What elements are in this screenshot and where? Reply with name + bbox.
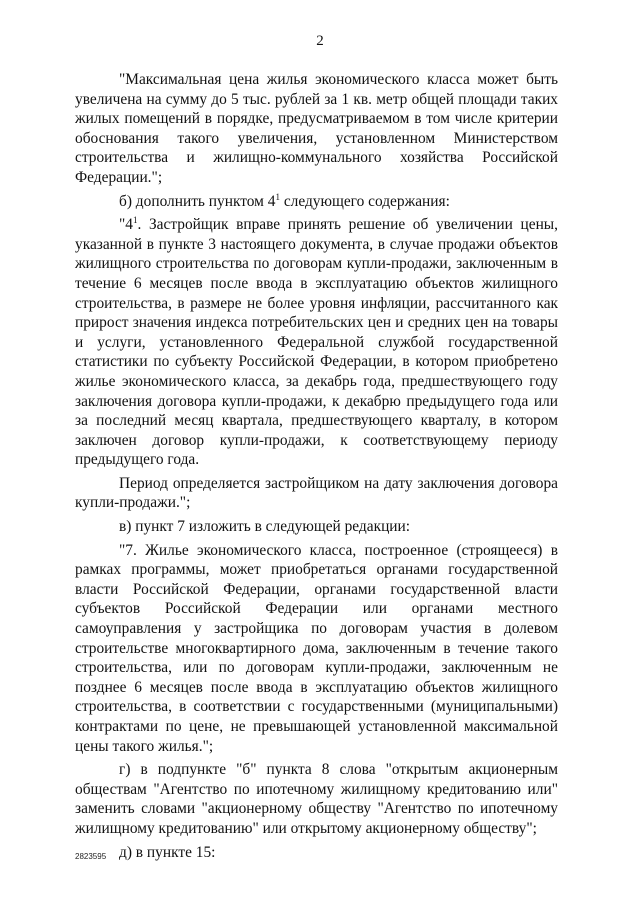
paragraph-item-v: в) пункт 7 изложить в следующей редакции: [119, 518, 411, 536]
paragraph-point-7: "7. Жилье экономического класса, построенное (строящееся) в рамках программы, может приобретаться органами государственной власти Российской Федерации, органами государственной власти субъектов Российской Федерации или органами местного самоуправления у застройщика по договорам участия в долевом строительстве многоквартирного дома, заключенным в течение такого строительства, или по договорам купли-продажи, заключенным не позднее 6 месяцев после ввода в эксплуатацию объектов жилищного строительства, в соответствии с государственными (муниципальными) контрактами по цене, не превышающей установленной максимальной цены такого жилья."; [75, 541, 558, 755]
paragraph-max-price: "Максимальная цена жилья экономического класса может быть увеличена на сумму до 5 тыс. рублей за 1 кв. метр общей площади таких жилых помещений в порядке, предусматриваемом в том числе критерии обоснования такого увеличения, установленном Министерством строительства и жилищно-коммунального хозяйства Российской Федерации."; [75, 71, 558, 186]
paragraph-point-4-1 [75, 215, 558, 470]
paragraph-point-4-1-number: "4 [119, 216, 133, 234]
paragraph-item-b [75, 192, 558, 212]
paragraph-point-4-1-text: . Застройщик вправе принять решение об увеличении цены, указанной в пункте 3 настоящего документа, в случае продажи объектов жилищного строительства по договорам купли-продажи, заключенным в течение 6 месяцев после ввода в эксплуатацию объектов жилищного строительства, в размере не более уровня инфляции, рассчитанного как прирост значения индекса потребительских цен и средних цен на товары и услуги, установленного Федеральной службой государственной статистики по субъекту Российской Федерации, в котором приобретено жилье экономического класса, за декабрь года, предшествующего году заключения договора купли-продажи, к декабрю предыдущего года или за последний месяц квартала, предшествующего кварталу, в котором заключен договор купли-продажи, к соответствующему периоду предыдущего года. [75, 216, 558, 469]
paragraph-item-g: г) в подпункте "б" пункта 8 слова "открытым акционерным обществам "Агентство по ипотечному жилищному кредитованию или" заменить словами "акционерному обществу "Агентство по ипотечному жилищному кредитованию" или открытому акционерному обществу"; [75, 761, 558, 837]
superscript-index: 1 [275, 191, 280, 202]
paragraph-item-b-text-end: следующего содержания: [279, 192, 450, 210]
paragraph-period: Период определяется застройщиком на дату заключения договора купли-продажи."; [75, 474, 558, 512]
page-number: 2 [316, 33, 324, 49]
paragraph-item-b-text-start: б) дополнить пунктом 4 [119, 192, 276, 210]
paragraph-item-d: д) в пункте 15: [119, 843, 216, 861]
superscript-index: 1 [132, 215, 138, 226]
document-body [75, 70, 558, 866]
document-code: 2823595 [75, 852, 107, 861]
